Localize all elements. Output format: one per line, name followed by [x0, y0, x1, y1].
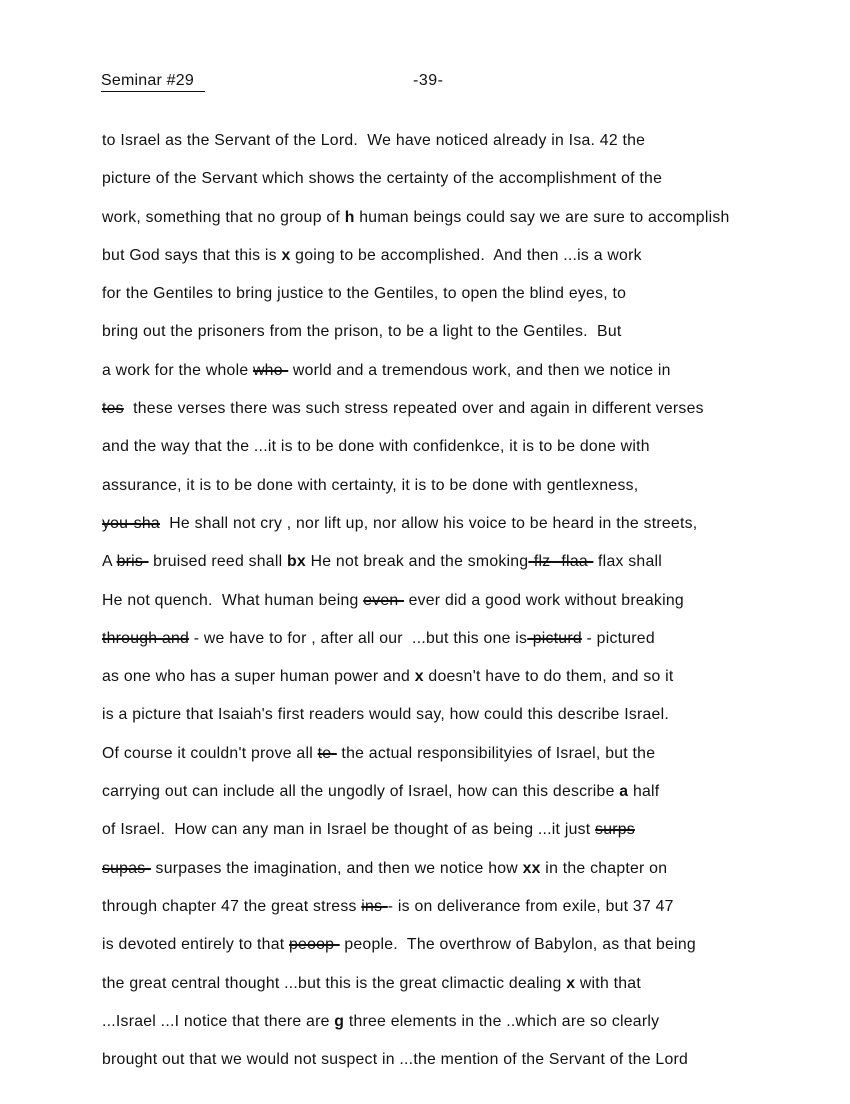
text-segment: ...Israel ...I notice that there are [102, 1012, 335, 1030]
text-segment: human beings could say we are sure to accomplish [354, 208, 730, 226]
text-line [102, 511, 822, 549]
struck-text: te- [317, 744, 337, 762]
overtyped-text: g [334, 1012, 345, 1030]
text-segment: assurance, it is to be done with certainty, it is to be done with gentlexness, [102, 476, 639, 494]
struck-text: you-sha [102, 514, 160, 532]
text-line [102, 1009, 822, 1047]
text-segment: He shall not cry , nor lift up, nor allow his voice to be heard in the streets, [159, 514, 698, 532]
body-text [102, 128, 822, 1085]
struck-text: supas- [102, 859, 151, 877]
struck-text: through and [102, 629, 190, 647]
text-segment: He not break and the smoking [305, 553, 529, 571]
text-line [102, 281, 822, 319]
text-line [102, 664, 822, 702]
struck-text: tes [102, 400, 124, 418]
overtyped-text: bx [287, 553, 306, 571]
text-line [102, 932, 822, 970]
text-segment: world and a tremendous work, and then we notice in [288, 361, 671, 379]
text-segment: of Israel. How can any man in Israel be thought of as being ...it just [102, 821, 596, 839]
text-line [102, 549, 822, 587]
text-line [102, 626, 822, 664]
text-segment: ever did a good work without breaking [403, 591, 684, 609]
text-line [102, 702, 822, 740]
text-segment: flax shall [593, 553, 663, 571]
text-segment: people. The overthrow of Babylon, as that being [339, 936, 696, 954]
overtyped-text: x [281, 246, 291, 264]
text-segment: Of course it couldn't prove all [102, 744, 318, 762]
overtyped-text: x [566, 974, 576, 992]
text-line [102, 741, 822, 779]
struck-text: -picturd [527, 629, 582, 647]
text-segment: through chapter 47 the great stress [102, 897, 362, 915]
text-line [102, 128, 822, 166]
text-line [102, 473, 822, 511]
text-line [102, 971, 822, 1009]
text-segment: but God says that this is [102, 246, 282, 264]
text-segment: to Israel as the Servant of the Lord. We have noticed already in Isa. 42 the [102, 132, 646, 149]
text-segment: He not quench. What human being [102, 591, 364, 609]
text-segment: in the chapter on [540, 859, 668, 877]
text-segment: doesn't have to do them, and so it [423, 668, 674, 686]
text-segment: as one who has a super human power and [102, 668, 415, 686]
text-segment: bring out the prisoners from the prison, to be a light to the Gentiles. But [102, 323, 622, 341]
text-segment: is a picture that Isaiah's first readers would say, how could this describe Israel. [102, 706, 669, 724]
text-line [102, 779, 822, 817]
text-line [102, 434, 822, 472]
text-segment: with that [575, 974, 641, 992]
struck-text: even- [363, 591, 404, 609]
struck-text: surps [595, 821, 635, 839]
text-segment: and the way that the ...it is to be done with confidenkce, it is to be done with [102, 438, 650, 456]
page-number: -39- [413, 72, 444, 89]
text-segment: these verses there was such stress repeated over and again in different verses [123, 400, 704, 418]
text-line [102, 205, 822, 243]
text-segment: A [102, 553, 117, 571]
text-segment: a work for the whole [102, 361, 254, 379]
overtyped-text: xx [522, 859, 541, 877]
text-segment: work, something that no group of [102, 208, 345, 226]
overtyped-text: h [344, 208, 355, 226]
text-segment: for the Gentiles to bring justice to the Gentiles, to open the blind eyes, to [102, 285, 627, 303]
text-segment: going to be accomplished. And then ...is a work [290, 246, 642, 264]
text-line [102, 588, 822, 626]
text-segment: the great central thought ...but this is the great climactic dealing [102, 974, 567, 992]
text-segment: is devoted entirely to that [102, 936, 290, 954]
struck-text: -flz--flaa- [528, 553, 594, 571]
seminar-label: Seminar #29 [101, 72, 205, 92]
struck-text: ins- [361, 897, 388, 915]
text-line [102, 817, 822, 855]
text-segment: - pictured [581, 629, 655, 647]
overtyped-text: x [414, 668, 424, 686]
text-line [102, 358, 822, 396]
text-segment: the actual responsibilityies of Israel, but the [336, 744, 656, 762]
text-segment: surpases the imagination, and then we notice how [150, 859, 523, 877]
text-line [102, 856, 822, 894]
text-line [102, 243, 822, 281]
text-segment: three elements in the ..which are so clearly [344, 1012, 660, 1030]
struck-text: who- [253, 361, 289, 379]
text-segment: - is on deliverance from exile, but 37 47 [387, 897, 674, 915]
struck-text: bris- [116, 553, 149, 571]
struck-text: peoop- [289, 936, 340, 954]
text-segment: carrying out can include all the ungodly of Israel, how can this describe [102, 783, 620, 801]
text-line [102, 166, 822, 204]
text-segment: - we have to for , after all our ...but this one is [189, 629, 528, 647]
text-line [102, 1047, 822, 1085]
text-segment: brought out that we would not suspect in ...the mention of the Servant of the Lord [102, 1051, 689, 1069]
text-line [102, 396, 822, 434]
text-line [102, 319, 822, 357]
overtyped-text: a [619, 783, 629, 801]
text-segment: half [628, 783, 660, 801]
text-segment: picture of the Servant which shows the certainty of the accomplishment of the [102, 170, 663, 188]
text-line [102, 894, 822, 932]
text-segment: bruised reed shall [148, 553, 288, 571]
